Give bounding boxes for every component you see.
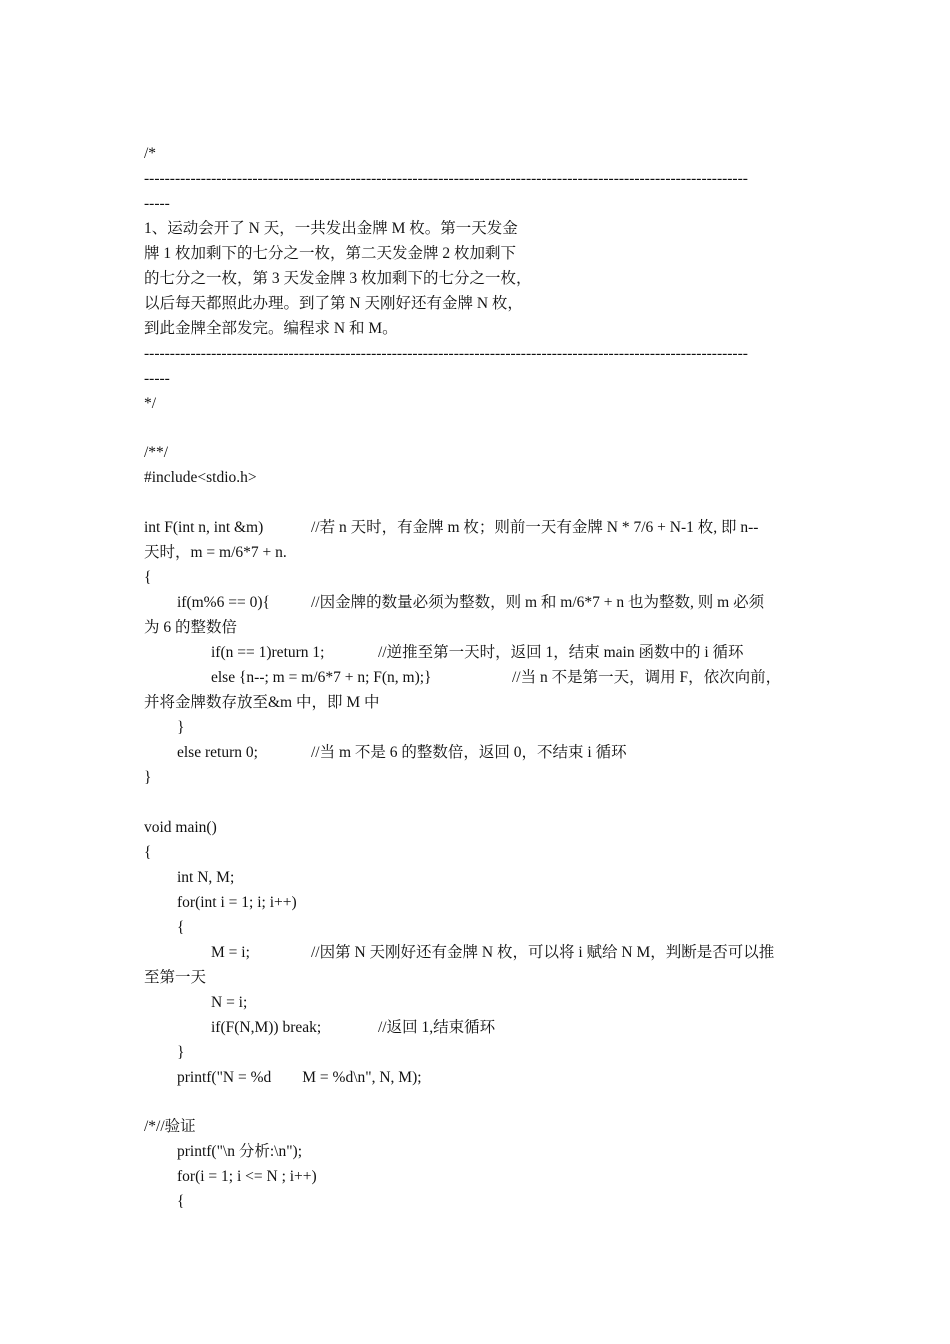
code-line: for(int i = 1; i; i++) — [177, 894, 297, 911]
brace: { — [144, 844, 152, 861]
code-comment: //若 n 天时，有金牌 m 枚；则前一天有金牌 N * 7/6 + N-1 枚, 即 n-- — [311, 519, 759, 536]
close-comment: */ — [144, 395, 157, 412]
code-comment: //当 m 不是 6 的整数倍，返回 0，不结束 i 循环 — [311, 744, 627, 761]
code-comment-cont: 为 6 的整数倍 — [144, 619, 238, 636]
code-line: printf("\n 分析:\n"); — [177, 1143, 303, 1160]
function-signature: void main() — [144, 819, 217, 836]
code-comment-cont: 至第一天 — [144, 969, 207, 986]
code-line: else return 0; — [177, 744, 258, 761]
code-line: M = i; — [211, 944, 250, 961]
separator-line: --------------------------------------------------------------------------------------------------------------------- — [144, 170, 748, 187]
brace: { — [177, 919, 185, 936]
code-line: for(i = 1; i <= N ; i++) — [177, 1168, 317, 1185]
code-comment: //当 n 不是第一天，调用 F，依次向前， — [512, 669, 782, 686]
brace: } — [144, 769, 152, 786]
code-comment-cont: 天时，m = m/6*7 + n. — [144, 544, 287, 561]
code-line: else {n--; m = m/6*7 + n; F(n, m);} — [211, 669, 432, 686]
code-line: if(n == 1)return 1; — [211, 644, 325, 661]
problem-line: 的七分之一枚，第 3 天发金牌 3 枚加剩下的七分之一枚， — [144, 270, 532, 287]
brace: } — [177, 719, 185, 736]
problem-line: 到此金牌全部发完。编程求 N 和 M。 — [144, 320, 398, 337]
problem-line: 以后每天都照此办理。到了第 N 天刚好还有金牌 N 枚， — [144, 295, 523, 312]
code-comment: //返回 1,结束循环 — [378, 1019, 496, 1036]
separator-line-tail: ----- — [144, 195, 170, 212]
separator-line: --------------------------------------------------------------------------------------------------------------------- — [144, 345, 748, 362]
separator-line-tail: ----- — [144, 370, 170, 387]
code-comment: //因金牌的数量必须为整数，则 m 和 m/6*7 + n 也为整数, 则 m 必须 — [311, 594, 765, 611]
empty-comment: /**/ — [144, 444, 169, 461]
code-comment-cont: 并将金牌数存放至&m 中，即 M 中 — [144, 694, 380, 711]
code-comment: //逆推至第一天时，返回 1，结束 main 函数中的 i 循环 — [378, 644, 744, 661]
function-signature: int F(int n, int &m) — [144, 519, 264, 536]
brace: { — [144, 569, 152, 586]
open-comment: /* — [144, 145, 157, 162]
verify-comment: /*//验证 — [144, 1118, 196, 1135]
code-line: int N, M; — [177, 869, 235, 886]
brace: } — [177, 1044, 185, 1061]
problem-line: 牌 1 枚加剩下的七分之一枚，第二天发金牌 2 枚加剩下 — [144, 245, 517, 262]
code-line: N = i; — [211, 994, 248, 1011]
code-line: printf("N = %d M = %d\n", N, M); — [177, 1069, 422, 1086]
include-line: #include<stdio.h> — [144, 469, 257, 486]
code-comment: //因第 N 天刚好还有金牌 N 枚，可以将 i 赋给 N M，判断是否可以推 — [311, 944, 775, 961]
code-line: if(F(N,M)) break; — [211, 1019, 322, 1036]
problem-line: 1、运动会开了 N 天，一共发出金牌 M 枚。第一天发金 — [144, 220, 518, 237]
brace: { — [177, 1193, 185, 1210]
code-line: if(m%6 == 0){ — [177, 594, 270, 611]
